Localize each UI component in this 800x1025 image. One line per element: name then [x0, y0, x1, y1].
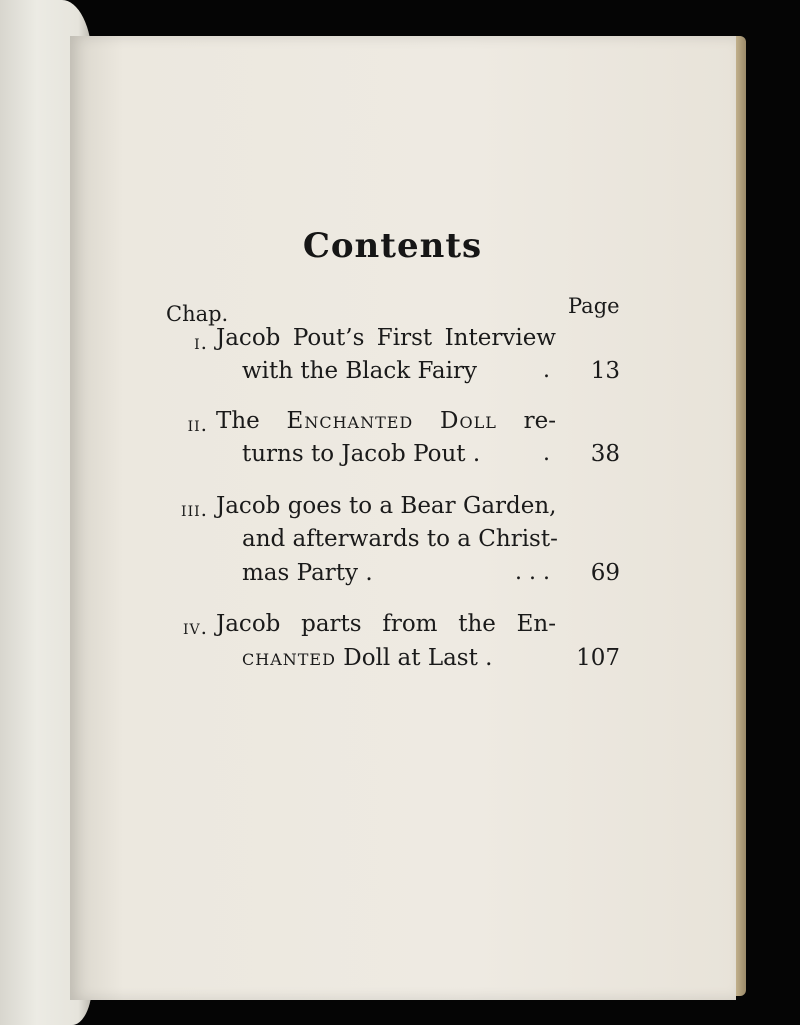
chapter-numeral: iv.	[183, 615, 208, 639]
page-number: 69	[590, 560, 620, 586]
title-small-caps: chanted	[242, 645, 336, 671]
title-text: The	[216, 408, 287, 434]
dot-leaders: .	[543, 441, 550, 466]
chapter-column-header: Chap.	[166, 302, 229, 326]
page-number: 107	[576, 645, 620, 671]
page-column-header: Page	[568, 294, 620, 318]
chapter-numeral: iii.	[181, 497, 208, 521]
title-text	[413, 408, 440, 434]
chapter-title-line: Jacob goes to a Bear Garden,	[216, 493, 557, 519]
dot-leaders: .	[543, 358, 550, 383]
chapter-title-line: Jacob parts from the En-	[216, 611, 556, 637]
page-number: 13	[590, 358, 620, 384]
title-small-caps: Doll	[440, 408, 497, 434]
page-number: 38	[590, 441, 620, 467]
dot-leaders: . . .	[515, 560, 550, 585]
title-text: Doll at Last .	[335, 645, 493, 671]
chapter-title-line: Jacob Pout’s First Interview	[216, 325, 556, 351]
chapter-numeral: i.	[194, 330, 208, 354]
contents-heading: Contents	[302, 226, 483, 266]
chapter-title-line: mas Party .	[242, 560, 373, 586]
chapter-title-line	[242, 645, 556, 671]
chapter-numeral: ii.	[187, 412, 208, 436]
title-text: re-	[496, 408, 556, 434]
chapter-title-line: and afterwards to a Christ-	[242, 526, 558, 552]
chapter-title-line: with the Black Fairy	[242, 358, 477, 384]
chapter-title-line	[216, 408, 556, 434]
title-small-caps: Enchanted	[286, 408, 414, 434]
chapter-title-line: turns to Jacob Pout .	[242, 441, 481, 467]
